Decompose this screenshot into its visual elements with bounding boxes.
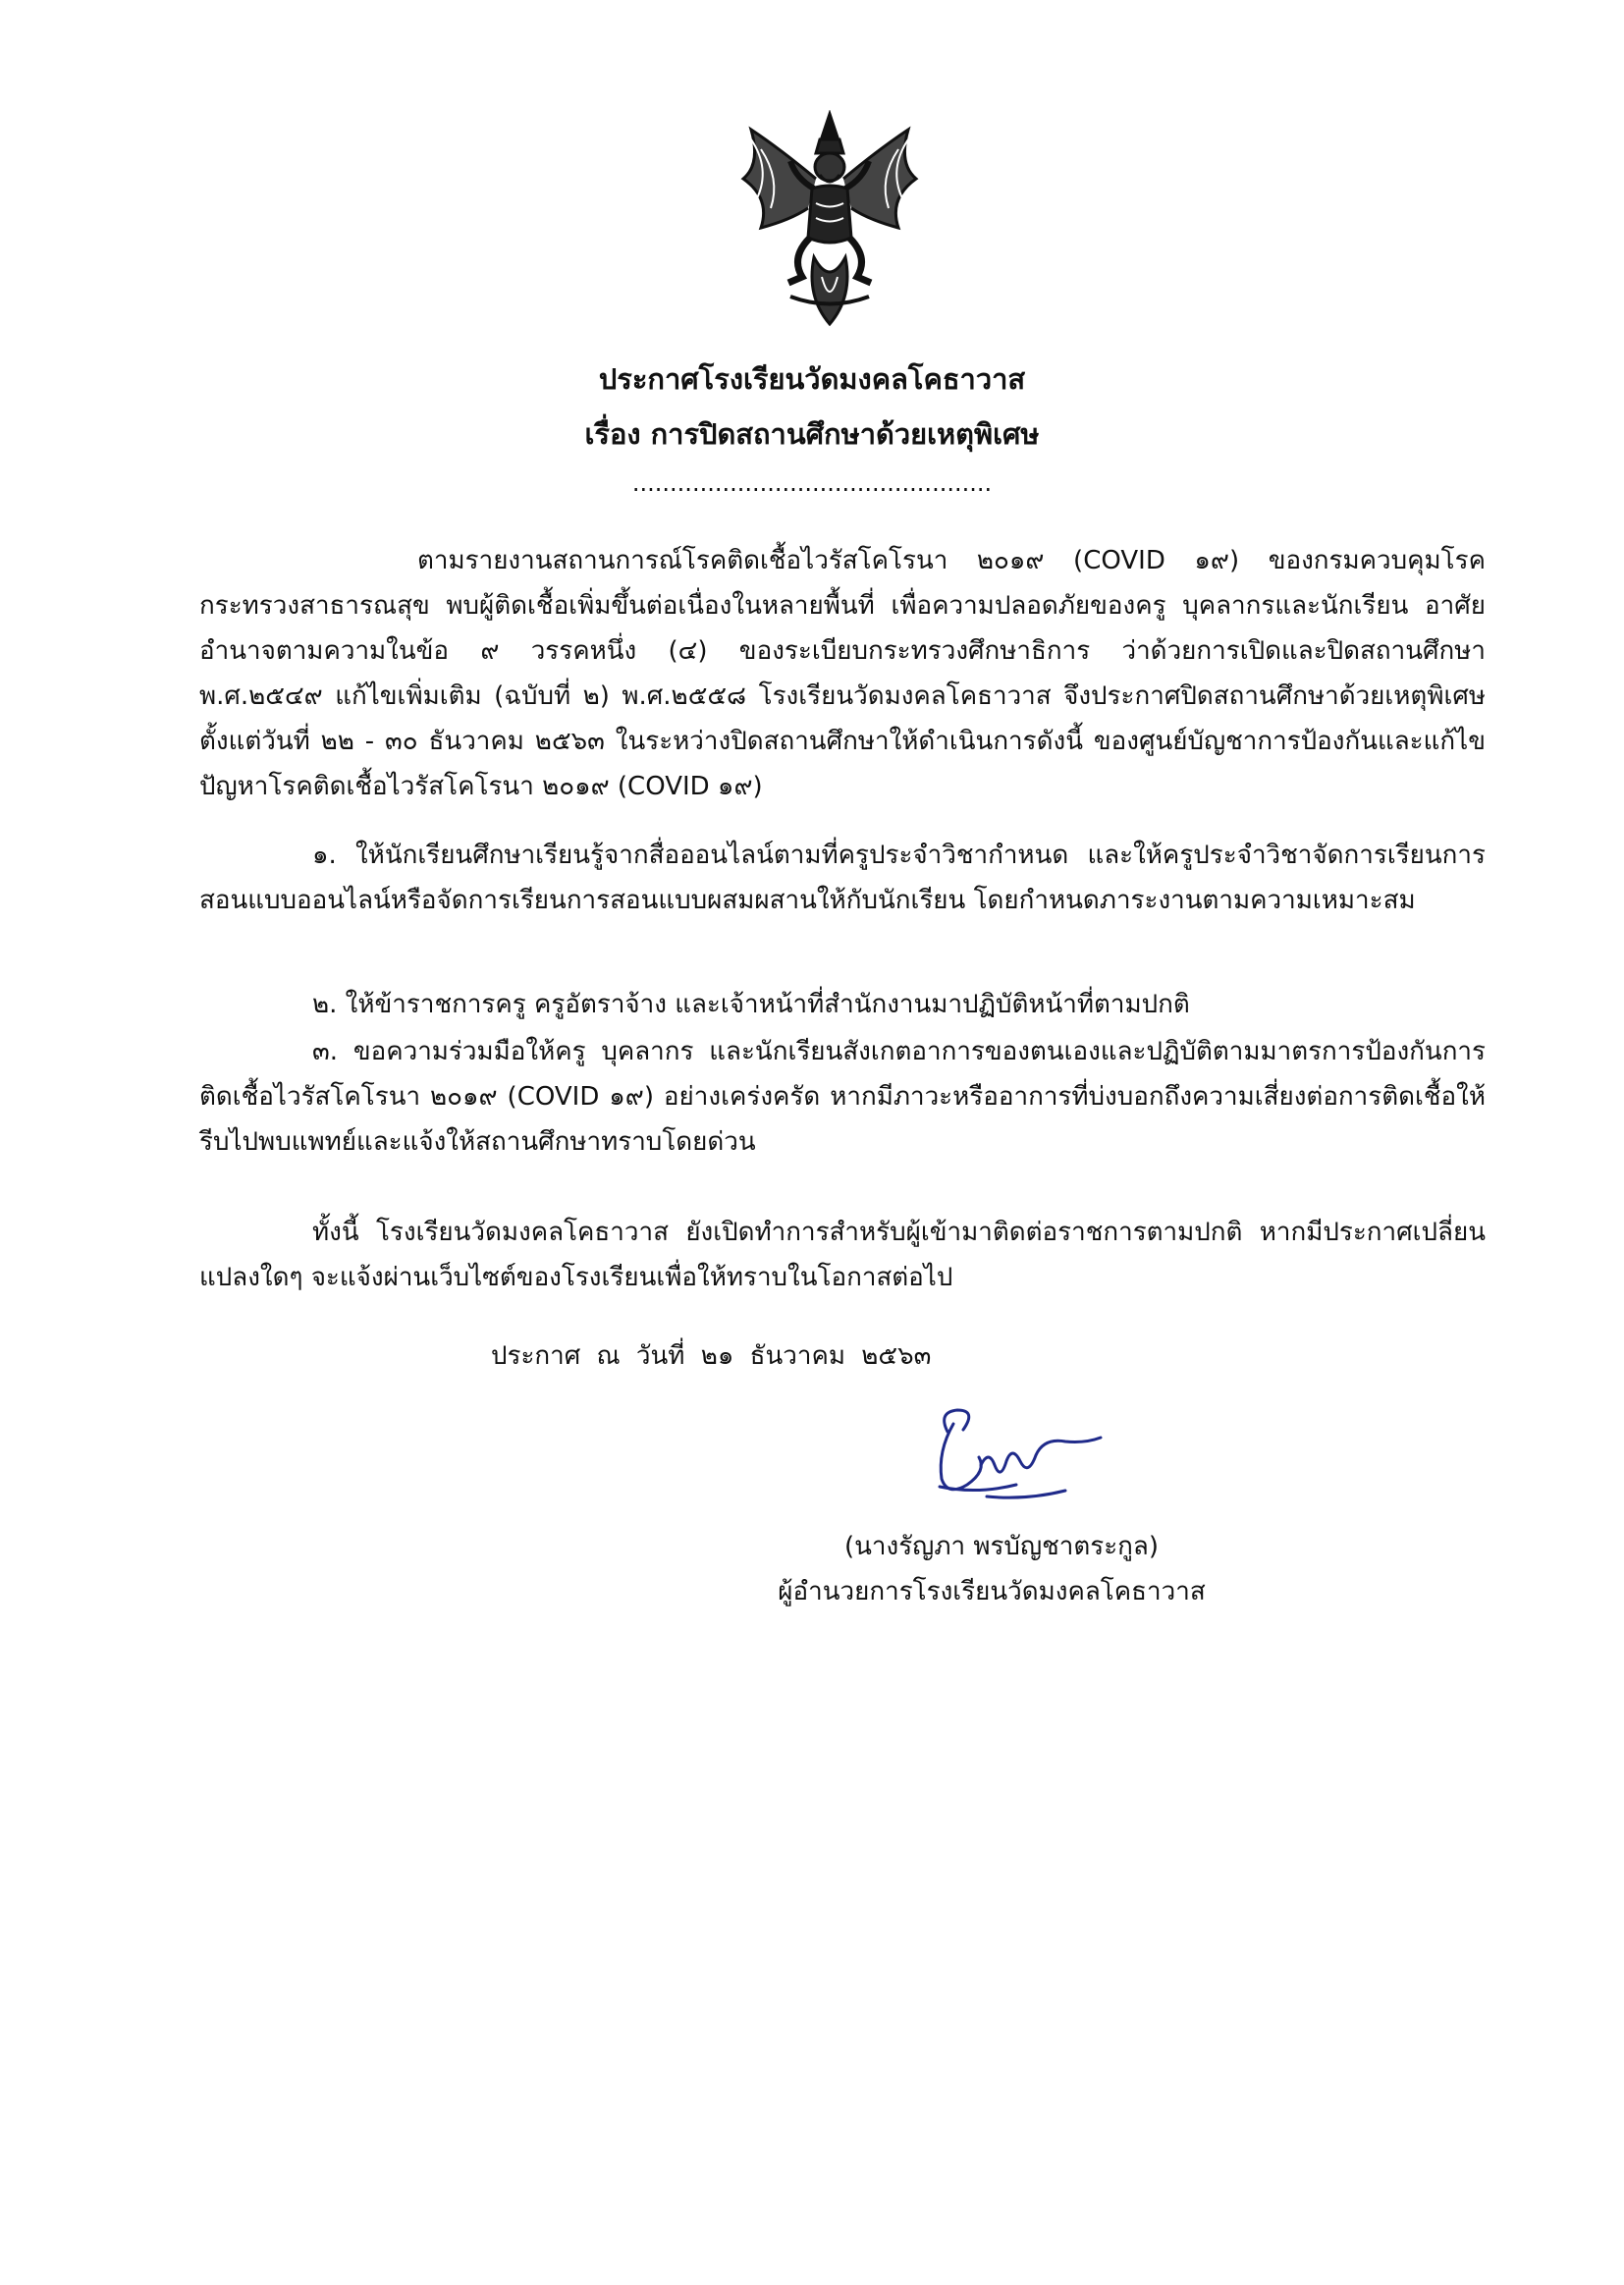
handwritten-signature-icon (918, 1402, 1114, 1510)
announcement-subject: เรื่อง การปิดสถานศึกษาด้วยเหตุพิเศษ (584, 417, 1040, 451)
item-3-paragraph: ๓. ขอความร่วมมือให้ครู บุคลากร และนักเรียนสังเกตอาการของตนเองและปฏิบัติตามมาตรการป้องกันการติดเชื้อไวรัสโคโรนา ๒๐๑๙ (COVID ๑๙) อย่างเคร่งครัด หากมีภาวะหรืออาการที่บ่งบอกถึงความเสี่ยงต่อการติดเชื้อให้รีบไปพบแพทย์และแจ้งให้สถานศึกษาทราบโดยด่วน (199, 1037, 1486, 1157)
intro-paragraph: ตามรายงานสถานการณ์โรคติดเชื้อไวรัสโคโรนา ๒๐๑๙ (COVID ๑๙) ของกรมควบคุมโรค กระทรวงสาธารณสุข พบผู้ติดเชื้อเพิ่มขึ้นต่อเนื่องในหลายพื้นที่ เพื่อความปลอดภัยของครู บุคลากรและนักเรียน อาศัยอำนาจตามความในข้อ ๙ วรรคหนึ่ง (๔) ของระเบียบกระทรวงศึกษาธิการ ว่าด้วยการเปิดและปิดสถานศึกษา พ.ศ.๒๕๔๙ แก้ไขเพิ่มเติม (ฉบับที่ ๒) พ.ศ.๒๕๕๘ โรงเรียนวัดมงคลโคธาวาส จึงประกาศปิดสถานศึกษาด้วยเหตุพิเศษ ตั้งแต่วันที่ ๒๒ - ๓๐ ธันวาคม ๒๕๖๓ ในระหว่างปิดสถานศึกษาให้ดำเนินการดังนี้ ของศูนย์บัญชาการป้องกันและแก้ไขปัญหาโรคติดเชื้อไวรัสโคโรนา ๒๐๑๙ (COVID ๑๙) (199, 546, 1486, 801)
item-1-paragraph: ๑. ให้นักเรียนศึกษาเรียนรู้จากสื่อออนไลน์ตามที่ครูประจำวิชากำหนด และให้ครูประจำวิชาจัดการเรียนการสอนแบบออนไลน์หรือจัดการเรียนการสอนแบบผสมผสานให้กับนักเรียน โดยกำหนดภาระงานตามความเหมาะสม (199, 841, 1486, 915)
announcement-date: ประกาศ ณ วันที่ ๒๑ ธันวาคม ๒๕๖๓ (491, 1341, 932, 1371)
announcement-title: ประกาศโรงเรียนวัดมงคลโคธาวาส (598, 362, 1026, 396)
dotted-separator: ................................................ (631, 469, 993, 497)
signer-position: ผู้อำนวยการโรงเรียนวัดมงคลโคธาวาส (778, 1577, 1206, 1606)
garuda-emblem-icon (731, 110, 928, 328)
signer-name: (นางรัญภา พรบัญชาตระกูล) (844, 1532, 1159, 1561)
item-2-paragraph: ๒. ให้ข้าราชการครู ครูอัตราจ้าง และเจ้าหน้าที่สำนักงานมาปฏิบัติหน้าที่ตามปกติ (312, 990, 1190, 1019)
closing-paragraph: ทั้งนี้ โรงเรียนวัดมงคลโคธาวาส ยังเปิดทำการสำหรับผู้เข้ามาติดต่อราชการตามปกติ หากมีประกาศเปลี่ยนแปลงใดๆ จะแจ้งผ่านเว็บไซต์ของโรงเรียนเพื่อให้ทราบในโอกาสต่อไป (199, 1218, 1486, 1292)
